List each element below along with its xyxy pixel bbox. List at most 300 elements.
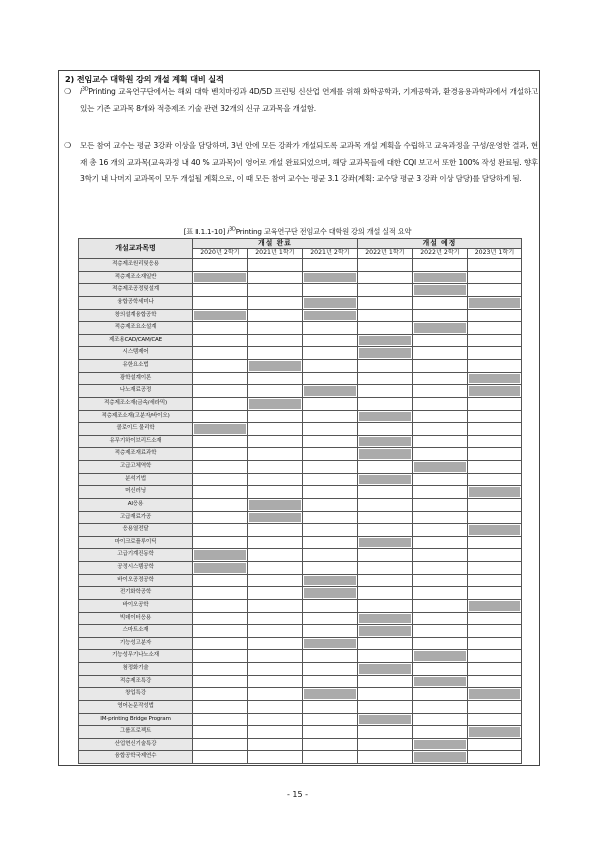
offered-mark (359, 538, 411, 548)
offered-mark (249, 399, 301, 409)
semester-cell (413, 574, 468, 587)
semester-cell (468, 637, 522, 650)
semester-cell (413, 271, 468, 284)
semester-cell (303, 612, 358, 625)
semester-cell (193, 675, 248, 688)
semester-cell (248, 473, 303, 486)
semester-cell (358, 498, 413, 511)
semester-cell (303, 372, 358, 385)
offered-mark (194, 424, 246, 434)
semester-cell (358, 410, 413, 423)
offered-mark (414, 323, 466, 333)
semester-cell (413, 637, 468, 650)
offered-mark (359, 715, 411, 725)
semester-cell (193, 625, 248, 638)
semester-cell (468, 574, 522, 587)
semester-cell (248, 675, 303, 688)
table-row (79, 738, 522, 751)
offered-mark (304, 576, 356, 586)
semester-cell (303, 271, 358, 284)
semester-cell (248, 587, 303, 600)
table-row (79, 423, 522, 436)
semester-cell (468, 524, 522, 537)
semester-cell (358, 675, 413, 688)
semester-cell (468, 625, 522, 638)
offered-mark (194, 311, 246, 321)
semester-cell (303, 334, 358, 347)
semester-cell (303, 599, 358, 612)
semester-cell (413, 663, 468, 676)
semester-cell (468, 397, 522, 410)
table-row (79, 663, 522, 676)
offered-mark (304, 273, 356, 283)
semester-cell (413, 347, 468, 360)
semester-cell (468, 700, 522, 713)
course-name: 유무기하이브리드소재 (79, 435, 193, 448)
semester-cell (248, 271, 303, 284)
semester-cell (413, 738, 468, 751)
course-name: 고급기계진동학 (79, 549, 193, 562)
table-row (79, 650, 522, 663)
semester-cell (248, 650, 303, 663)
semester-cell (303, 448, 358, 461)
offered-mark (414, 651, 466, 661)
course-name: 첨정화기술 (79, 663, 193, 676)
course-name: 영어논문작성법 (79, 700, 193, 713)
table-row (79, 385, 522, 398)
course-rows (79, 259, 522, 764)
semester-cell (468, 448, 522, 461)
semester-cell (358, 549, 413, 562)
course-name: 기능성무기나노소재 (79, 650, 193, 663)
table-row (79, 511, 522, 524)
semester-cell (413, 322, 468, 335)
semester-cell (413, 612, 468, 625)
semester-cell (413, 650, 468, 663)
semester-cell (303, 423, 358, 436)
course-name: 창업특강 (79, 688, 193, 701)
semester-cell (303, 738, 358, 751)
course-name: 적층제조소재(금속/세라믹) (79, 397, 193, 410)
semester-cell (468, 511, 522, 524)
table-row (79, 360, 522, 373)
semester-cell (468, 347, 522, 360)
course-name-header: 개설교과목명 (79, 239, 193, 259)
paragraph-1-body: Printing 교육연구단에서는 해외 대학 벤치마킹과 4D/5D 프린팅 신산업 연계를 위해 화학공학과, 기계공학과, 환경융용과학과에서 개설하고 있는 기존 교과목 8개와 적층제조 기술 관련 32개의 신규 교과목을 개설함. (80, 87, 538, 113)
table-row (79, 284, 522, 297)
caption-label: [표 Ⅱ.1.1-10] (183, 227, 228, 236)
semester-cell (468, 599, 522, 612)
offered-mark (194, 273, 246, 283)
semester-cell (193, 347, 248, 360)
course-name: 마이크로플루이딕 (79, 536, 193, 549)
semester-cell (413, 448, 468, 461)
semester-cell (248, 435, 303, 448)
semester-cell (468, 738, 522, 751)
semester-cell (193, 650, 248, 663)
semester-cell (468, 663, 522, 676)
semester-cell (193, 599, 248, 612)
semester-cell (248, 536, 303, 549)
offered-mark (194, 563, 246, 573)
semester-cell (248, 334, 303, 347)
semester-cell (358, 599, 413, 612)
table-row (79, 549, 522, 562)
semester-cell (303, 675, 358, 688)
table-row (79, 751, 522, 764)
semester-cell (303, 536, 358, 549)
table-row (79, 473, 522, 486)
paragraph-2-text: 모든 참여 교수는 평균 3강좌 이상을 담당하며, 3년 안에 모든 강좌가 개설되도록 교과목 개설 계획을 수립하고 교육과정을 구성/운영한 결과, 현재 총 16 개의 교과목(교육과정 내 40 % 교과목)이 영어로 개설 완료되었으며, 해당 교과목들에 대한 CQI 보고서 또한 100% 작성 완료됨. 향후 3학기 내 나머지 교과목이 모두 개설될 계획으로, 이 때 모든 참여 교수는 평균 3.1 강좌(계획: 교수당 평균 3 강좌 이상 담당)를 담당하게 됨. (80, 141, 538, 184)
offered-mark (359, 348, 411, 358)
semester-cell (248, 599, 303, 612)
semester-cell (248, 688, 303, 701)
semester-cell (303, 410, 358, 423)
semester-cell (193, 309, 248, 322)
offered-mark (414, 462, 466, 472)
semester-cell (358, 309, 413, 322)
semester-cell (413, 423, 468, 436)
table-row (79, 713, 522, 726)
semester-cell (193, 448, 248, 461)
semester-cell (413, 625, 468, 638)
semester-header: 2020년 2학기 (193, 249, 248, 259)
semester-cell (248, 486, 303, 499)
semester-cell (248, 423, 303, 436)
semester-cell (248, 562, 303, 575)
table-row (79, 259, 522, 272)
semester-header: 2021년 1학기 (248, 249, 303, 259)
semester-cell (413, 296, 468, 309)
semester-cell (193, 271, 248, 284)
semester-cell (358, 637, 413, 650)
semester-cell (193, 637, 248, 650)
semester-cell (193, 738, 248, 751)
semester-cell (468, 549, 522, 562)
course-name: 융합공학세미나 (79, 296, 193, 309)
semester-cell (248, 461, 303, 474)
course-name: 제조용CAD/CAM/CAE (79, 334, 193, 347)
course-name: 적층제조특강 (79, 675, 193, 688)
course-name: 응용열전달 (79, 524, 193, 537)
course-name: 스마트소재 (79, 625, 193, 638)
course-name: 적층제조요소설계 (79, 322, 193, 335)
semester-cell (468, 587, 522, 600)
semester-cell (248, 309, 303, 322)
semester-cell (193, 612, 248, 625)
offered-mark (249, 361, 301, 371)
table-row (79, 625, 522, 638)
semester-cell (248, 612, 303, 625)
semester-cell (303, 435, 358, 448)
semester-cell (468, 385, 522, 398)
course-name: 적층제조공정및설계 (79, 284, 193, 297)
semester-cell (468, 372, 522, 385)
semester-cell (413, 284, 468, 297)
table-row (79, 726, 522, 739)
semester-cell (468, 675, 522, 688)
semester-cell (248, 751, 303, 764)
table-row (79, 675, 522, 688)
semester-cell (193, 461, 248, 474)
semester-cell (468, 473, 522, 486)
semester-cell (413, 688, 468, 701)
semester-cell (413, 751, 468, 764)
course-name: 유한요소법 (79, 360, 193, 373)
semester-cell (413, 713, 468, 726)
semester-cell (468, 650, 522, 663)
course-name: 적층제조소재(고분자/바이오) (79, 410, 193, 423)
table-row (79, 637, 522, 650)
brand-prefix: i (80, 87, 82, 96)
semester-cell (303, 309, 358, 322)
semester-cell (413, 726, 468, 739)
semester-cell (358, 322, 413, 335)
caption-brand-superscript: 3D (229, 226, 236, 233)
semester-cell (358, 486, 413, 499)
semester-cell (303, 751, 358, 764)
semester-cell (303, 284, 358, 297)
semester-cell (468, 536, 522, 549)
paragraph-1 (64, 84, 538, 117)
offered-mark (469, 298, 520, 308)
semester-header: 2022년 1학기 (358, 249, 413, 259)
semester-cell (193, 536, 248, 549)
offered-mark (249, 513, 301, 523)
semester-cell (358, 650, 413, 663)
offered-mark (469, 386, 520, 396)
semester-cell (303, 587, 358, 600)
semester-cell (468, 284, 522, 297)
semester-cell (248, 259, 303, 272)
semester-cell (468, 334, 522, 347)
semester-cell (413, 549, 468, 562)
brand-superscript: 3D (81, 86, 89, 93)
semester-cell (358, 271, 413, 284)
table-row (79, 309, 522, 322)
semester-cell (193, 259, 248, 272)
semester-cell (303, 524, 358, 537)
semester-cell (413, 498, 468, 511)
semester-cell (358, 385, 413, 398)
table-row (79, 435, 522, 448)
semester-cell (468, 751, 522, 764)
table-caption (0, 227, 595, 237)
semester-cell (413, 461, 468, 474)
semester-cell (248, 700, 303, 713)
table-row (79, 599, 522, 612)
offered-mark (469, 525, 520, 535)
semester-cell (413, 372, 468, 385)
course-name: 광학설계이론 (79, 372, 193, 385)
semester-cell (248, 663, 303, 676)
semester-cell (193, 562, 248, 575)
semester-cell (413, 700, 468, 713)
semester-cell (468, 612, 522, 625)
semester-cell (303, 397, 358, 410)
semester-cell (248, 549, 303, 562)
semester-cell (303, 574, 358, 587)
semester-cell (193, 587, 248, 600)
semester-cell (248, 726, 303, 739)
table-row (79, 700, 522, 713)
semester-cell (248, 372, 303, 385)
semester-cell (303, 360, 358, 373)
offered-mark (304, 311, 356, 321)
course-schedule-table (78, 238, 522, 764)
semester-cell (413, 675, 468, 688)
semester-cell (248, 448, 303, 461)
offered-mark (469, 689, 520, 699)
semester-cell (248, 347, 303, 360)
semester-cell (303, 625, 358, 638)
offered-mark (359, 614, 411, 624)
table-row (79, 461, 522, 474)
semester-cell (358, 296, 413, 309)
semester-cell (468, 360, 522, 373)
course-name: 나노재료공정 (79, 385, 193, 398)
semester-cell (468, 296, 522, 309)
semester-cell (248, 625, 303, 638)
semester-cell (193, 511, 248, 524)
semester-cell (193, 435, 248, 448)
semester-cell (303, 511, 358, 524)
semester-cell (413, 587, 468, 600)
offered-mark (414, 740, 466, 750)
semester-cell (413, 259, 468, 272)
semester-cell (358, 448, 413, 461)
semester-cell (248, 397, 303, 410)
semester-cell (358, 334, 413, 347)
semester-cell (358, 360, 413, 373)
semester-cell (193, 296, 248, 309)
course-name: 시스템제어 (79, 347, 193, 360)
semester-cell (303, 486, 358, 499)
semester-cell (248, 284, 303, 297)
offered-mark (304, 588, 356, 598)
semester-cell (413, 435, 468, 448)
semester-cell (358, 397, 413, 410)
course-name: 융합공학국제연수 (79, 751, 193, 764)
course-name: 공정시스템공학 (79, 562, 193, 575)
semester-cell (193, 713, 248, 726)
semester-cell (413, 511, 468, 524)
course-name: 전기화학공학 (79, 587, 193, 600)
semester-cell (193, 688, 248, 701)
offered-mark (469, 487, 520, 497)
section-title: 2) 전임교수 대학원 강의 개설 계획 대비 실적 (65, 74, 224, 84)
table-row (79, 410, 522, 423)
course-name: 바이오공정공학 (79, 574, 193, 587)
semester-cell (468, 498, 522, 511)
semester-cell (468, 562, 522, 575)
semester-cell (413, 385, 468, 398)
table-row (79, 486, 522, 499)
page-number: - 15 - (286, 790, 309, 799)
semester-cell (358, 751, 413, 764)
semester-cell (468, 435, 522, 448)
semester-cell (413, 397, 468, 410)
semester-cell (468, 423, 522, 436)
semester-cell (193, 397, 248, 410)
table-row (79, 334, 522, 347)
semester-cell (358, 574, 413, 587)
offered-mark (414, 285, 466, 295)
semester-cell (303, 296, 358, 309)
semester-cell (248, 498, 303, 511)
semester-cell (193, 385, 248, 398)
offered-mark (359, 626, 411, 636)
semester-cell (193, 334, 248, 347)
semester-cell (303, 688, 358, 701)
semester-cell (193, 372, 248, 385)
table-row (79, 524, 522, 537)
table-row (79, 587, 522, 600)
semester-cell (248, 738, 303, 751)
semester-cell (468, 461, 522, 474)
offered-mark (469, 727, 520, 737)
semester-cell (358, 372, 413, 385)
semester-cell (193, 663, 248, 676)
course-name: 산업현신기술특강 (79, 738, 193, 751)
semester-cell (358, 663, 413, 676)
semester-cell (358, 347, 413, 360)
semester-cell (193, 322, 248, 335)
course-name: 콜로이드 물리학 (79, 423, 193, 436)
offered-mark (414, 752, 466, 762)
course-name: 고급재료가공 (79, 511, 193, 524)
course-name: 적층제조재료과학 (79, 448, 193, 461)
offered-mark (304, 639, 356, 649)
offered-mark (194, 550, 246, 560)
semester-cell (413, 473, 468, 486)
semester-cell (468, 726, 522, 739)
semester-cell (303, 347, 358, 360)
table-row (79, 574, 522, 587)
semester-cell (193, 423, 248, 436)
semester-cell (468, 322, 522, 335)
semester-cell (193, 410, 248, 423)
semester-header: 2022년 2학기 (413, 249, 468, 259)
semester-cell (468, 309, 522, 322)
paragraph-1-text (80, 84, 538, 117)
table-row (79, 271, 522, 284)
semester-header: 2023년 1학기 (468, 249, 522, 259)
semester-cell (413, 309, 468, 322)
semester-cell (303, 549, 358, 562)
course-name: 창의설계융합공학 (79, 309, 193, 322)
semester-cell (413, 599, 468, 612)
course-name: 그룹프로젝트 (79, 726, 193, 739)
semester-cell (303, 385, 358, 398)
paragraph-2 (64, 138, 538, 188)
semester-cell (468, 713, 522, 726)
semester-cell (193, 284, 248, 297)
offered-mark (304, 386, 356, 396)
semester-cell (248, 511, 303, 524)
semester-cell (193, 700, 248, 713)
offered-mark (359, 664, 411, 674)
semester-cell (358, 612, 413, 625)
semester-cell (193, 574, 248, 587)
course-name: 빅데이터응용 (79, 612, 193, 625)
semester-cell (358, 423, 413, 436)
semester-cell (248, 637, 303, 650)
group-header-done: 개설 완료 (193, 239, 358, 249)
semester-cell (358, 700, 413, 713)
semester-cell (358, 284, 413, 297)
table-row (79, 397, 522, 410)
